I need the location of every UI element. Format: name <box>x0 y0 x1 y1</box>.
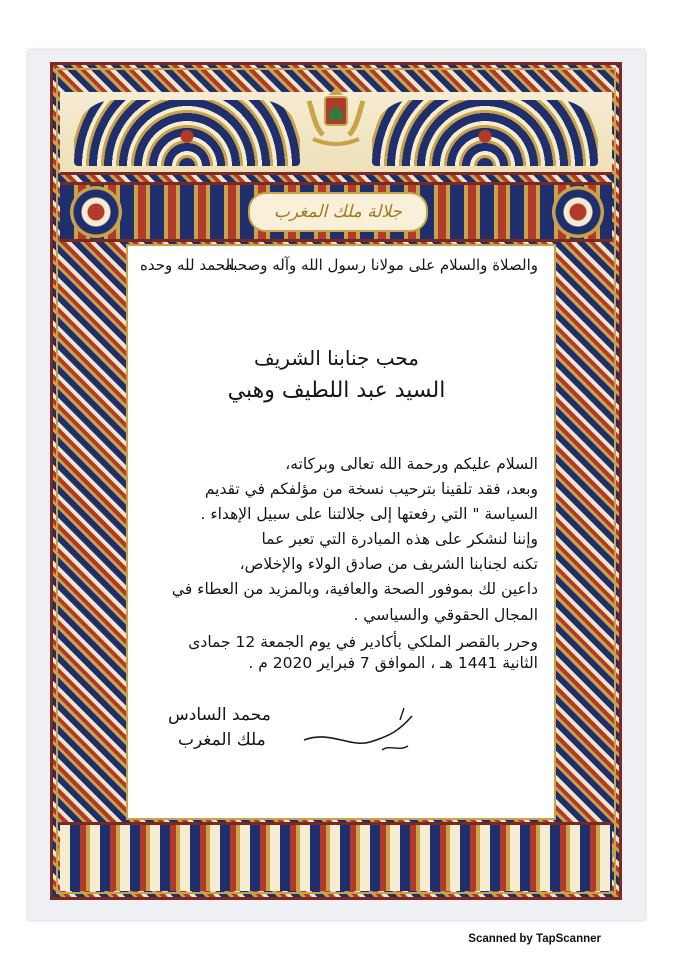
letter-line: وإننا لنشكر على هذه المبادرة التي تعبر عما <box>261 530 538 548</box>
invocation-right: والصلاة والسلام على مولانا رسول الله وآله وصحبه <box>225 256 538 274</box>
corner-rosette-icon <box>552 186 604 238</box>
royal-title-text: جلالة ملك المغرب <box>273 202 403 222</box>
recipient-line-1: محب جنابنا الشريف <box>254 346 419 370</box>
letter-date-line: الثانية 1441 هـ ، الموافق 7 فبراير 2020 م . <box>248 654 538 672</box>
signatory-title: ملك المغرب <box>178 730 266 750</box>
corner-rosette-icon <box>70 186 122 238</box>
recipient-name: السيد عبد اللطيف وهبي <box>227 378 446 403</box>
letter-line: تكنه لجنابنا الشريف من صادق الولاء والإخلاص، <box>239 555 538 573</box>
royal-coat-of-arms-icon <box>302 82 370 152</box>
letter-line: المجال الحقوقي والسياسي . <box>353 606 538 624</box>
left-arabesque-ornament <box>74 100 300 166</box>
letter-line: وبعد، فقد تلقينا بترحيب نسخة من مؤلفكم في تقديم <box>204 480 538 498</box>
bottom-ornament-band <box>60 822 612 891</box>
scanner-watermark: Scanned by TapScanner <box>468 933 601 945</box>
letter-date-line: وحرر بالقصر الملكي بأكادير في يوم الجمعة 12 جمادى <box>188 633 538 651</box>
royal-title-cartouche <box>248 192 428 232</box>
letter-line: السلام عليكم ورحمة الله تعالى وبركاته، <box>285 455 538 473</box>
handwritten-signature <box>300 700 420 760</box>
signatory-name: محمد السادس <box>168 705 271 725</box>
letter-line: داعين لك بموفور الصحة والعافية، وبالمزيد من العطاء في <box>171 580 538 598</box>
letter-line: السياسة " التي رفعتها إلى جلالتنا على سبيل الإهداء . <box>200 505 538 523</box>
right-arabesque-ornament <box>372 100 598 166</box>
invocation-left: الحمد لله وحده <box>140 256 235 274</box>
